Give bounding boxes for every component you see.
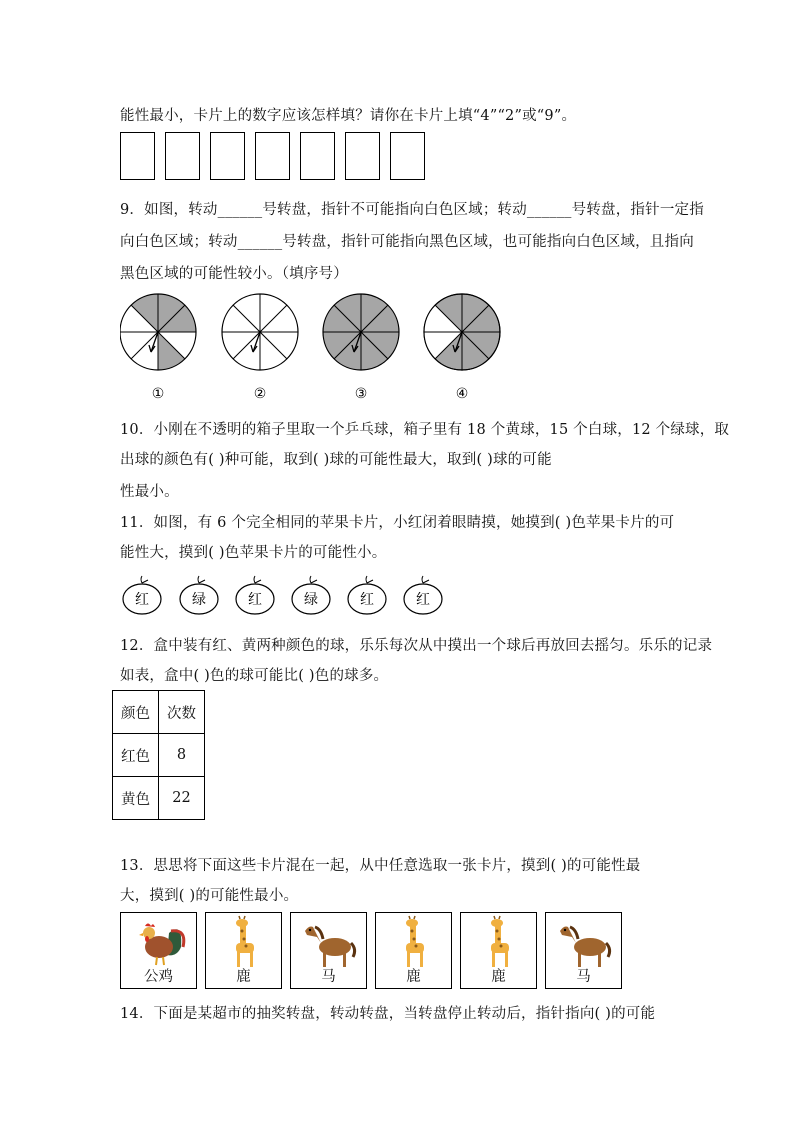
horse-icon <box>546 913 623 973</box>
table-header: 次数 <box>159 691 205 734</box>
animal-card-horse <box>545 912 622 989</box>
blank-card[interactable] <box>345 132 380 180</box>
apple-label: 红 <box>416 592 430 608</box>
apple-card <box>292 576 330 614</box>
animal-card-label: 马 <box>321 969 336 985</box>
spinner-label-4: ④ <box>455 386 469 402</box>
animal-card-label: 公鸡 <box>144 969 173 985</box>
animal-card-deer <box>460 912 537 989</box>
giraffe-icon <box>206 913 283 973</box>
table-cell: 黄色 <box>113 777 159 820</box>
q9-line3: 黑色区域的可能性较小。（填序号） <box>120 266 348 282</box>
giraffe-icon <box>461 913 538 973</box>
apple-label: 绿 <box>304 592 318 608</box>
table-row <box>113 691 205 734</box>
q9-line1: 9．如图，转动______号转盘，指针不可能指向白色区域；转动______号转盘，指针一定指 <box>120 202 704 218</box>
apple-label: 绿 <box>192 592 206 608</box>
record-table <box>112 690 205 820</box>
q10-line3: 性最小。 <box>120 484 179 500</box>
spinner-row <box>120 292 520 404</box>
horse-icon <box>291 913 368 973</box>
q12-line1: 12．盒中装有红、黄两种颜色的球，乐乐每次从中摸出一个球后再放回去摇匀。乐乐的记录 <box>120 638 713 654</box>
animal-card-label: 鹿 <box>406 969 421 985</box>
spinner-4 <box>424 294 500 370</box>
table-row <box>113 777 205 820</box>
spinner-label-2: ② <box>253 386 267 402</box>
blank-card[interactable] <box>210 132 245 180</box>
blank-card[interactable] <box>390 132 425 180</box>
q9-line2: 向白色区域；转动______号转盘，指针可能指向黑色区域，也可能指向白色区域，且指向 <box>120 234 694 250</box>
q10-line2: 出球的颜色有( )种可能，取到( )球的可能性最大，取到( )球的可能 <box>120 452 552 468</box>
giraffe-icon <box>376 913 453 973</box>
table-header: 颜色 <box>113 691 159 734</box>
apple-card <box>348 576 386 614</box>
spinner-label-1: ① <box>151 386 165 402</box>
spinner-2 <box>222 294 298 370</box>
animal-card-rooster <box>120 912 197 989</box>
q11-line1: 11．如图，有 6 个完全相同的苹果卡片，小红闭着眼睛摸，她摸到( )色苹果卡片的可 <box>120 515 675 531</box>
blank-card[interactable] <box>120 132 155 180</box>
table-cell: 红色 <box>113 734 159 777</box>
q13-line2: 大，摸到( )的可能性最小。 <box>120 888 299 904</box>
apple-card <box>180 576 218 614</box>
animal-card-label: 鹿 <box>491 969 506 985</box>
table-cell: 8 <box>159 734 205 777</box>
spinner-3 <box>323 294 399 370</box>
animal-cards <box>120 912 622 989</box>
table-row <box>113 734 205 777</box>
q10-line1: 10．小刚在不透明的箱子里取一个乒乓球，箱子里有 18 个黄球，15 个白球，12 个绿球，取 <box>120 422 730 438</box>
rooster-icon <box>121 913 198 973</box>
animal-card-deer <box>375 912 452 989</box>
apple-card <box>404 576 442 614</box>
table-cell: 22 <box>159 777 205 820</box>
number-cards <box>120 132 425 180</box>
animal-card-label: 鹿 <box>236 969 251 985</box>
animal-card-horse <box>290 912 367 989</box>
q8-text: 能性最小，卡片上的数字应该怎样填？请你在卡片上填“4”“2”或“9”。 <box>120 108 577 124</box>
q12-line2: 如表，盒中( )色的球可能比( )色的球多。 <box>120 668 389 684</box>
apple-label: 红 <box>135 592 149 608</box>
q13-line1: 13．思思将下面这些卡片混在一起，从中任意选取一张卡片，摸到( )的可能性最 <box>120 858 641 874</box>
blank-card[interactable] <box>255 132 290 180</box>
blank-card[interactable] <box>300 132 335 180</box>
spinner-1 <box>120 294 196 370</box>
q14-line1: 14．下面是某超市的抽奖转盘，转动转盘，当转盘停止转动后，指针指向( )的可能 <box>120 1006 656 1022</box>
animal-card-label: 马 <box>576 969 591 985</box>
spinner-label-3: ③ <box>354 386 368 402</box>
apple-cards <box>120 574 450 616</box>
blank-card[interactable] <box>165 132 200 180</box>
q11-line2: 能性大，摸到( )色苹果卡片的可能性小。 <box>120 545 387 561</box>
apple-card <box>236 576 274 614</box>
apple-label: 红 <box>360 592 374 608</box>
apple-card <box>123 576 161 614</box>
animal-card-deer <box>205 912 282 989</box>
apple-label: 红 <box>248 592 262 608</box>
